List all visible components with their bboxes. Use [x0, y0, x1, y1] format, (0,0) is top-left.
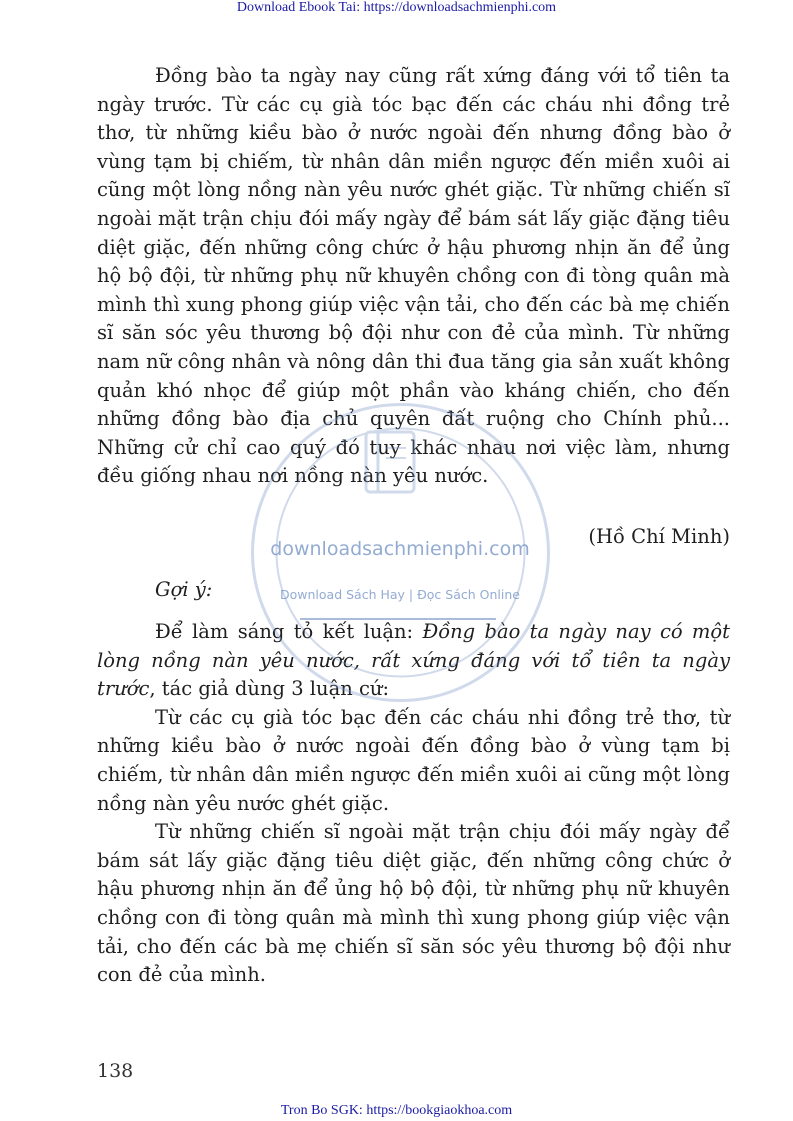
hint-intro-suffix: , tác giả dùng 3 luận cứ:	[149, 677, 390, 701]
watermark-tagline: Download Sách Hay | Đọc Sách Online	[280, 587, 520, 602]
hint-point-1: Từ các cụ già tóc bạc đến các cháu nhi đồng trẻ thơ, từ những kiều bào ở nước ngoài đến đồng bào ở vùng tạm bị chiếm, từ nhân dân miền ngược đến miền xuôi ai cũng một lòng nồng nàn yêu nước ghét giặc.	[97, 705, 730, 815]
book-icon	[366, 432, 414, 492]
hint-intro-quote: Đồng bào ta ngày nay có một lòng nồng nàn yêu nước, rất xứng đáng với tổ tiên ta ngày trước	[97, 620, 730, 701]
top-download-banner[interactable]: Download Ebook Tai: https://downloadsachmienphi.com	[236, 0, 557, 15]
hint-label: Gợi ý:	[155, 578, 213, 601]
hint-point-2: Từ những chiến sĩ ngoài mặt trận chịu đói mấy ngày để bám sát lấy giặc đặng tiêu diệt giặc, đến những công chức ở hậu phương nhịn ăn để ủng hộ bộ đội, từ những phụ nữ khuyên chồng con đi tòng quân mà mình thì xung phong giúp việc vận tải, cho đến các bà mẹ chiến sĩ săn sóc yêu thương bộ đội như con đẻ của mình.	[97, 820, 730, 987]
passage-attribution: (Hồ Chí Minh)	[588, 525, 730, 548]
page-number: 138	[97, 1060, 134, 1082]
hint-intro-prefix: Để làm sáng tỏ kết luận:	[155, 620, 423, 643]
passage-paragraph: Đồng bào ta ngày nay cũng rất xứng đáng với tổ tiên ta ngày trước. Từ các cụ già tóc bạc đến các cháu nhi đồng trẻ thơ, từ những kiều bào ở nước ngoài đến nhưng đồng bào ở vùng tạm bị chiếm, từ nhân dân miền ngược đến miền xuôi ai cũng một lòng nồng nàn yêu nước ghét giặc. Từ những chiến sĩ ngoài mặt trận chịu đói mấy ngày để bám sát lấy giặc đặng tiêu diệt giặc, đến những công chức ở hậu phương nhịn ăn để ủng hộ bộ đội, từ những phụ nữ khuyên chồng con đi tòng quân mà mình thì xung phong giúp việc vận tải, cho đến các bà mẹ chiến sĩ săn sóc yêu thương bộ đội như con đẻ của mình. Từ những nam nữ công nhân và nông dân thi đua tăng gia sản xuất không quản khó nhọc để giúp một phần vào kháng chiến, cho đến những đồng bào địa chủ quyên đất ruộng cho Chính phủ... Những cử chỉ cao quý đó tuy khác nhau nơi việc làm, nhưng đều giống nhau nơi nồng nàn yêu nước.	[97, 64, 730, 488]
watermark-divider	[300, 618, 496, 620]
watermark-site-name: downloadsachmienphi.com	[270, 538, 530, 560]
bottom-textbook-banner[interactable]: Tron Bo SGK: https://bookgiaokhoa.com	[280, 1103, 513, 1118]
